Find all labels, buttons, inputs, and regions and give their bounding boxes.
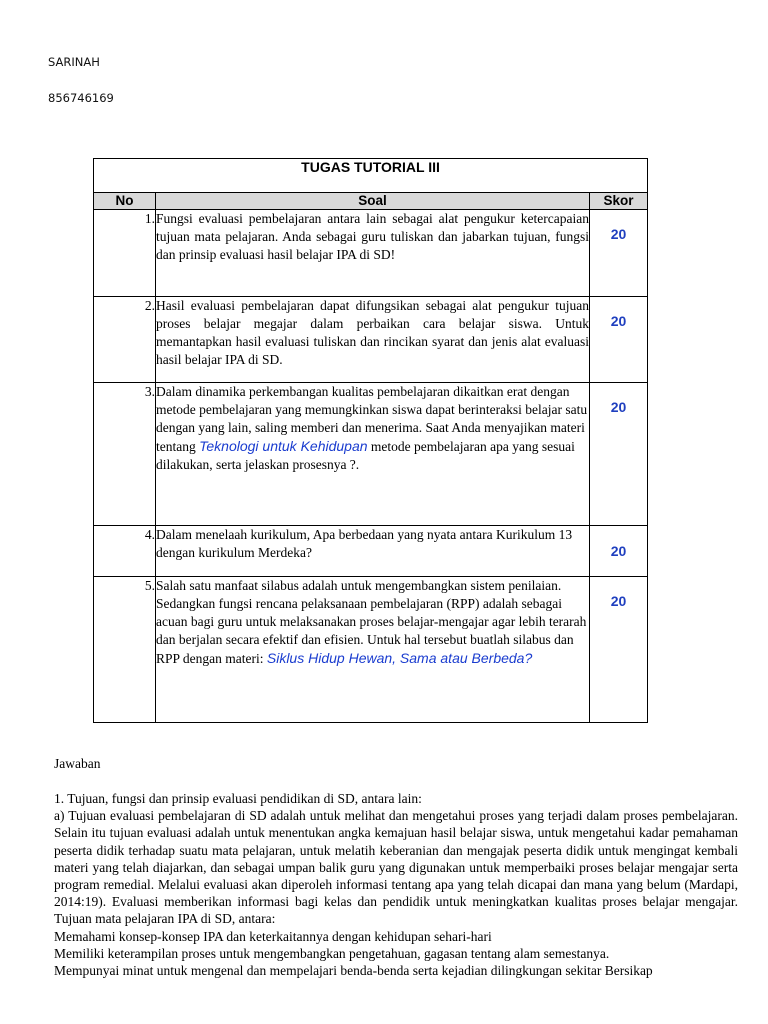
score-value: 20 [590,297,648,383]
row-number: 3. [94,383,156,526]
table-row [94,297,648,383]
question-text [156,383,590,526]
table-row [94,526,648,577]
question-text: Hasil evaluasi pembelajaran dapat difungsikan sebagai alat pengukur tujuan proses belajar megajar dalam perbaikan cara belajar siswa. Untuk memantapkan hasil evaluasi tuliskan dan rincikan syarat dan jenis alat evaluasi hasil belajar IPA di SD. [156,297,590,383]
student-id: 856746169 [48,91,114,105]
goal-item: Memiliki keterampilan proses untuk mengembangkan pengetahuan, gagasan tentang alam semestanya. [54,945,610,961]
tutorial-table [93,158,648,723]
question-text-part: Salah satu manfaat silabus adalah untuk mengembangkan sistem penilaian. Sedangkan fungsi rencana pelaksanaan pembelajaran (RPP) adalah sebagai acuan bagi guru untuk melaksanakan proses belajar-mengajar agar lebih terarah dan berjalan secara efektif dan efisien. Untuk hal tersebut buatlah silabus dan RPP dengan materi: [156,578,587,666]
question-text [156,577,590,723]
table-row [94,383,648,526]
header-no: No [94,193,156,210]
question-text-part: metode pembelajaran apa yang sesuai dilakukan, serta jelaskan prosesnya ?. [156,439,575,472]
score-value: 20 [590,577,648,723]
header-soal: Soal [156,193,590,210]
score-value: 20 [590,210,648,297]
question-text-part: Dalam dinamika perkembangan kualitas pembelajaran dikaitkan erat dengan metode pembelajaran yang memungkinkan siswa dapat berinteraksi belajar satu dengan yang lain, saling memberi dan menerima. Saat Anda menyajikan materi tentang [156,384,588,454]
header-skor: Skor [590,193,648,210]
answer-label: Jawaban [54,756,101,771]
answer-paragraph: a) Tujuan evaluasi pembelajaran di SD adalah untuk melihat dan mengetahui proses yang terjadi dalam proses pembelajaran. Selain itu tujuan evaluasi adalah untuk menentukan angka kemajuan hasil belajar siswa, untuk mengetahui kadar pemahaman peserta didik terhadap suatu mata pelajaran, untuk melatih keberanian dan mengajak peserta didik untuk mengingat kembali materi yang telah diajarkan, dan sebagai umpan balik guru yang digunakan untuk memperbaiki proses belajar mengajar serta program remedial. Melalui evaluasi akan diperoleh informasi tentang apa yang telah dicapai dan mana yang belum (Mardapi, 2014:19). Evaluasi memberikan informasi bagi kelas dan pendidik untuk meningkatkan kualitas proses belajar mengajar. Tujuan mata pelajaran IPA di SD, antara: [54,808,738,927]
table-row [94,210,648,297]
student-name: SARINAH [48,55,100,69]
topic-highlight: Siklus Hidup Hewan, Sama atau Berbeda? [266,650,533,666]
score-value: 20 [590,526,648,577]
goal-item: Memahami konsep-konsep IPA dan keterkaitannya dengan kehidupan sehari-hari [54,928,492,944]
question-text: Dalam menelaah kurikulum, Apa berbedaan yang nyata antara Kurikulum 13 dengan kurikulum Merdeka? [156,526,590,577]
score-value: 20 [590,383,648,526]
table-title: TUGAS TUTORIAL III [94,159,648,193]
row-number: 5. [94,577,156,723]
row-number: 4. [94,526,156,577]
row-number: 1. [94,210,156,297]
answer-body [54,790,738,979]
table-row [94,577,648,723]
row-number: 2. [94,297,156,383]
goal-item: Mempunyai minat untuk mengenal dan mempelajari benda-benda serta kejadian dilingkungan sekitar Bersikap [54,963,653,979]
topic-highlight: Teknologi untuk Kehidupan [199,438,368,454]
answer-heading: 1. Tujuan, fungsi dan prinsip evaluasi pendidikan di SD, antara lain: [54,791,422,806]
question-text: Fungsi evaluasi pembelajaran antara lain sebagai alat pengukur ketercapaian tujuan mata pelajaran. Anda sebagai guru tuliskan dan jabarkan tujuan, fungsi dan prinsip evaluasi hasil belajar IPA di SD! [156,210,590,297]
